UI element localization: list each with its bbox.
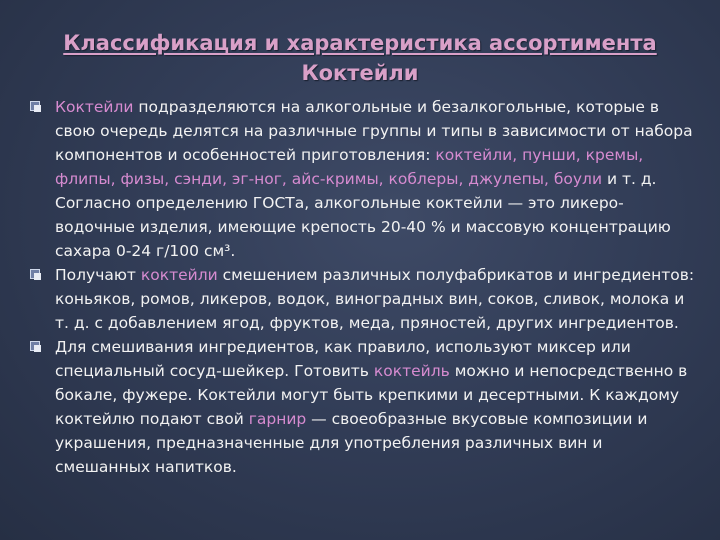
paragraph-3 — [30, 335, 700, 479]
slide-content — [30, 95, 700, 479]
bullet-icon — [30, 101, 42, 113]
segment: коктейли, пунши, кремы, флипы, физы, сэнди, эг-ног, айс-кримы, коблеры, джулепы, боули — [55, 146, 644, 188]
segment: коктейли — [140, 266, 218, 284]
bullet-icon — [30, 269, 42, 281]
segment: — своеобразные вкусовые композиции и украшения, предназначенные для употребления различных вин и смешанных напитков. — [55, 410, 648, 476]
slide-title — [0, 28, 720, 88]
segment: смешением различных полуфабрикатов и ингредиентов: коньяков, ромов, ликеров, водок, виноградных вин, соков, сливок, молока и т. д. с добавлением ягод, фруктов, меда, пряностей, других ингредиентов. — [55, 266, 695, 332]
segment: Коктейли — [55, 98, 134, 116]
slide-title-line2: Коктейли — [301, 61, 419, 85]
slide-title-line1: Классификация и характеристика ассортимента — [63, 31, 657, 55]
segment: Для смешивания ингредиентов, как правило, используют миксер или специальный сосуд-шейкер. Готовить — [55, 338, 631, 380]
paragraph-2 — [30, 263, 700, 335]
bullet-icon — [30, 341, 42, 353]
segment: можно и непосредственно в бокале, фужере. Коктейли могут быть крепкими и десертными. К каждому коктейлю подают свой — [55, 362, 688, 428]
segment: Получают — [55, 266, 141, 284]
segment: и т. д. Согласно определению ГОСТа, алкогольные коктейли — это ликеро-водочные изделия, имеющие крепость 20-40 % и массовую концентрацию сахара 0-24 г/100 см³. — [55, 170, 671, 260]
segment: подразделяются на алкогольные и безалкогольные, которые в свою очередь делятся на различные группы и типы в зависимости от набора компонентов и особенностей приготовления: — [55, 98, 693, 164]
segment: коктейль — [373, 362, 450, 380]
paragraph-1 — [30, 95, 700, 263]
segment: гарнир — [248, 410, 307, 428]
